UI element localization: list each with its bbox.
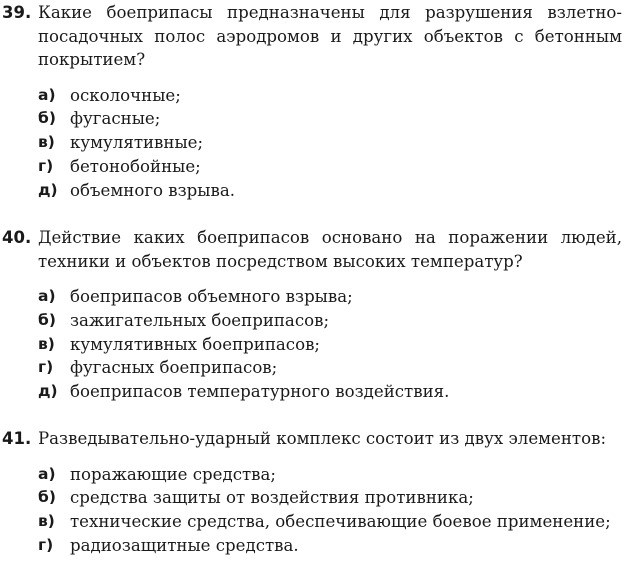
answer-text: технические средства, обеспечивающие боевое применение; [70,512,611,532]
answer-option[interactable] [0,155,622,179]
question-number: 40. [2,228,32,247]
question-header [0,1,622,72]
answer-text: боеприпасов температурного воздействия. [70,382,450,402]
answer-text: фугасные; [70,109,161,129]
question-40 [0,226,622,404]
answer-letter: в) [38,334,55,353]
answer-letter: а) [38,464,56,483]
answer-text: боеприпасов объемного взрыва; [70,287,353,306]
answer-letter: а) [38,287,56,305]
answer-text: средства защиты от воздействия противника; [70,488,474,508]
answer-letter: д) [38,382,58,401]
answer-text: кумулятивные; [70,133,204,153]
question-number: 39. [2,3,32,22]
answer-letter: в) [38,512,55,531]
question-text: Какие боеприпасы предназначены для разрушения взлетно-посадочных полос аэродромов и других объектов с бетонным покрытием? [38,3,622,69]
answer-option[interactable] [0,285,622,309]
question-number: 41. [2,429,32,448]
answer-option[interactable] [0,84,622,108]
answer-letter: б) [38,488,56,507]
answer-option[interactable] [0,463,622,487]
question-header [0,226,622,273]
answer-option[interactable] [0,510,622,534]
answer-letter: г) [38,358,54,377]
answer-text: зажигательных боеприпасов; [70,310,330,330]
answer-option[interactable] [0,534,622,558]
answer-option[interactable] [0,107,622,131]
answer-text: осколочные; [70,85,181,105]
answer-option[interactable] [0,356,622,380]
answer-option[interactable] [0,486,622,510]
answer-text: бетонобойные; [70,156,201,176]
answer-text: объемного взрыва. [70,180,236,200]
question-text: Разведывательно-ударный комплекс состоит из двух элементов: [38,429,607,448]
answer-text: поражающие средства; [70,464,277,484]
answer-text: кумулятивных боеприпасов; [70,334,321,354]
answer-option[interactable] [0,333,622,357]
question-41 [0,427,622,558]
answer-list [0,285,622,404]
answer-text: фугасных боеприпасов; [70,358,278,378]
answer-letter: г) [38,156,54,175]
answer-letter: г) [38,535,54,554]
answer-letter: б) [38,109,56,128]
answer-option[interactable] [0,131,622,155]
question-header [0,427,622,451]
answer-option[interactable] [0,179,622,203]
answer-letter: а) [38,85,56,104]
answer-letter: б) [38,310,56,329]
answer-list [0,84,622,203]
answer-letter: в) [38,133,55,152]
answer-letter: д) [38,180,58,199]
answer-text: радиозащитные средства. [70,535,299,555]
answer-option[interactable] [0,380,622,404]
question-39 [0,1,622,202]
question-text: Действие каких боеприпасов основано на поражении людей, техники и объектов посредством высоких температур? [38,228,622,271]
answer-option[interactable] [0,309,622,333]
answer-list [0,463,622,558]
